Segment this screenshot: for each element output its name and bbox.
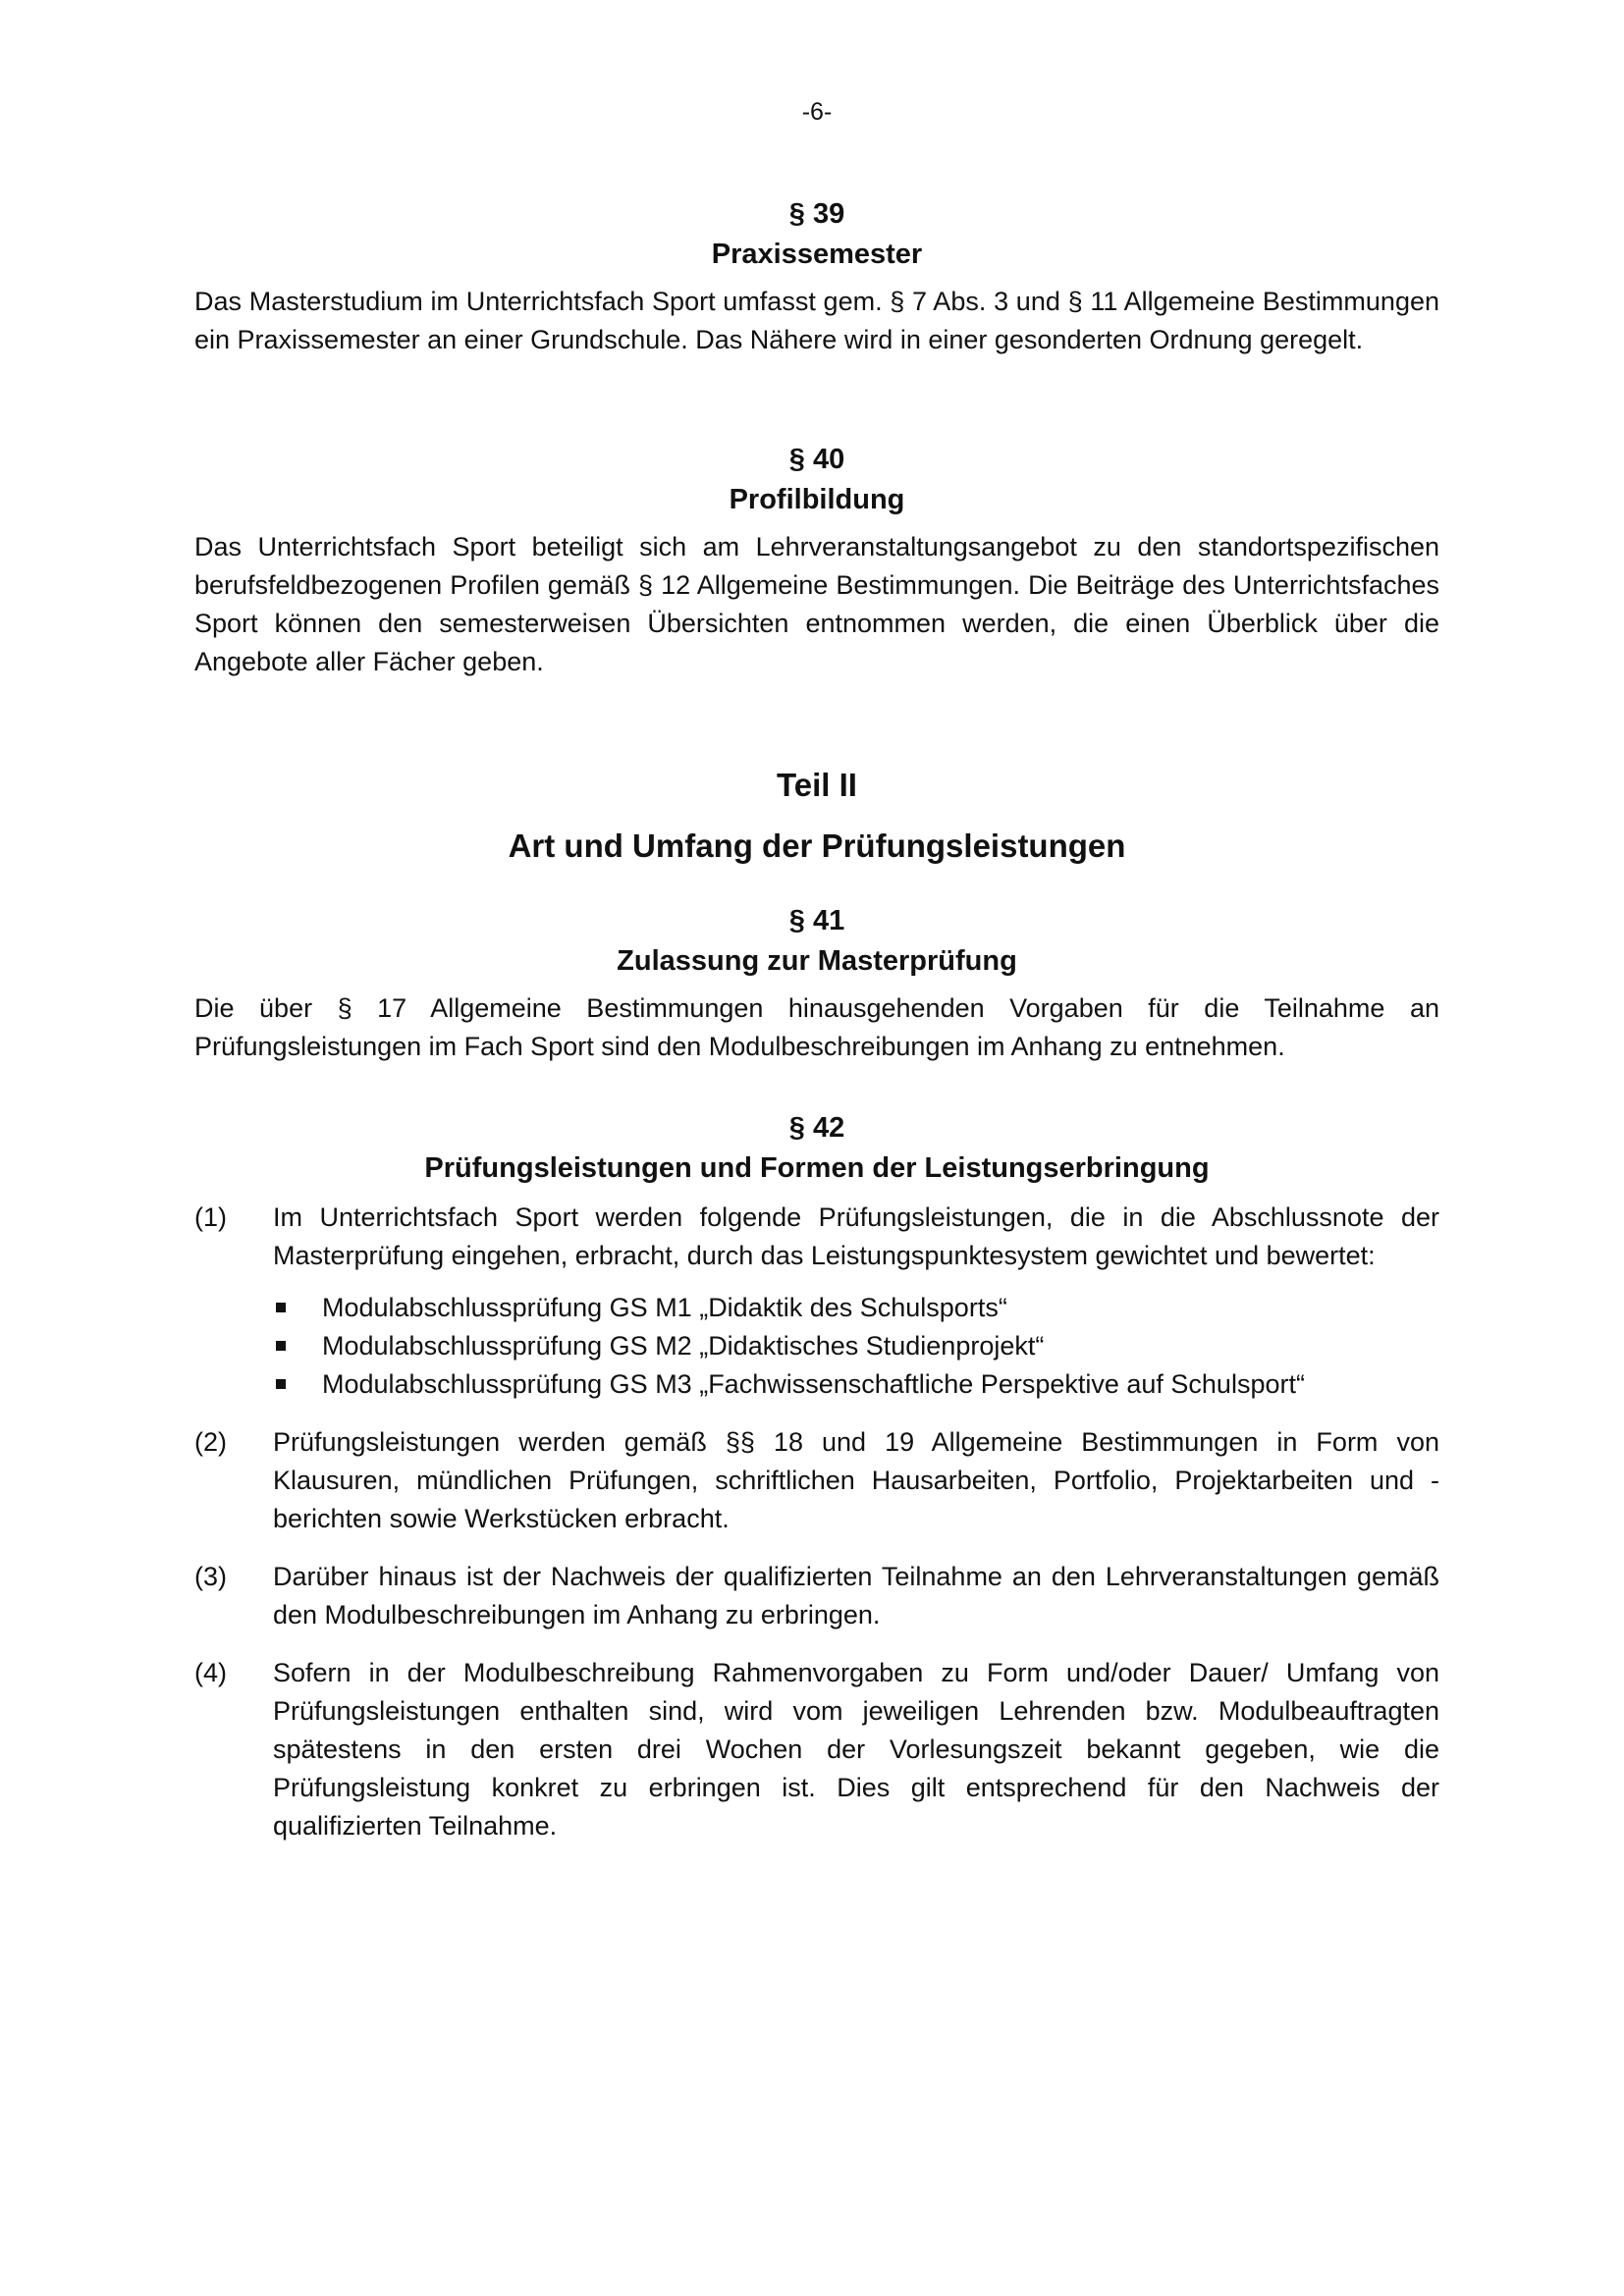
bullet-item [273, 1365, 1439, 1404]
section-title: Prüfungsleistungen und Formen der Leistungserbringung [424, 1152, 1210, 1184]
section-40 [194, 440, 1439, 681]
bullet-item [273, 1327, 1439, 1365]
section-title: Zulassung zur Masterprüfung [617, 945, 1017, 977]
list-item [194, 1199, 1439, 1404]
item-text: Prüfungsleistungen werden gemäß §§ 18 und 19 Allgemeine Bestimmungen in Form von Klausuren, mündlichen Prüfungen, schriftlichen Hausarbeiten, Portfolio, Projektarbeiten und -berichten sowie Werkstücken erbracht. [273, 1427, 1439, 1533]
part-subtitle: Art und Umfang der Prüfungsleistungen [508, 828, 1126, 864]
item-number: (4) [194, 1658, 227, 1687]
page-number: -6- [801, 98, 833, 126]
item-text: Darüber hinaus ist der Nachweis der qualifizierten Teilnahme an den Lehrveranstaltungen gemäß den Modulbeschreibungen im Anhang zu erbringen. [273, 1562, 1439, 1629]
section-paragraph: Das Unterrichtsfach Sport beteiligt sich am Lehrveranstaltungsangebot zu den standortspezifischen berufsfeldbezogenen Profilen gemäß § 12 Allgemeine Bestimmungen. Die Beiträge des Unterrichtsfaches Sport können den semesterweisen Übersichten entnommen werden, die einen Überblick über die Angebote aller Fächer geben. [194, 532, 1439, 676]
item-number: (2) [194, 1427, 227, 1457]
section-paragraph: Die über § 17 Allgemeine Bestimmungen hinausgehenden Vorgaben für die Teilnahme an Prüfungsleistungen im Fach Sport sind den Modulbeschreibungen im Anhang zu entnehmen. [194, 993, 1439, 1061]
item-text: Sofern in der Modulbeschreibung Rahmenvorgaben zu Form und/oder Dauer/ Umfang von Prüfungsleistungen enthalten sind, wird vom jeweiligen Lehrenden bzw. Modulbeauftragten spätestens in den ersten drei Wochen der Vorlesungszeit bekannt gegeben, wie die Prüfungsleistung konkret zu erbringen ist. Dies gilt entsprechend für den Nachweis der qualifizierten Teilnahme. [273, 1658, 1439, 1841]
document-page [194, 0, 1439, 2296]
section-title: Praxissemester [711, 239, 923, 270]
section-39 [194, 194, 1439, 359]
list-item [194, 1423, 1439, 1538]
bullet-text: Modulabschlussprüfung GS M2 „Didaktisches Studienprojekt“ [322, 1331, 1045, 1361]
item-number: (1) [194, 1202, 227, 1232]
square-bullet-icon [276, 1303, 286, 1312]
section-paragraph: Das Masterstudium im Unterrichtsfach Sport umfasst gem. § 7 Abs. 3 und § 11 Allgemeine Bestimmungen ein Praxissemester an einer Grundschule. Das Nähere wird in einer gesonderten Ordnung geregelt. [194, 287, 1439, 354]
item-number: (3) [194, 1562, 227, 1591]
section-number: § 42 [788, 1112, 845, 1144]
square-bullet-icon [276, 1379, 286, 1389]
section-42 [194, 1108, 1439, 1865]
bullet-item [273, 1289, 1439, 1327]
bullet-text: Modulabschlussprüfung GS M3 „Fachwissenschaftliche Perspektive auf Schulsport“ [322, 1369, 1305, 1399]
bullet-text: Modulabschlussprüfung GS M1 „Didaktik des Schulsports“ [322, 1293, 1007, 1322]
numbered-list [194, 1199, 1439, 1845]
bullet-list [273, 1289, 1439, 1404]
square-bullet-icon [276, 1341, 286, 1351]
item-text: Im Unterrichtsfach Sport werden folgende Prüfungsleistungen, die in die Abschlussnote der Masterprüfung eingehen, erbracht, durch das Leistungspunktesystem gewichtet und bewertet: [273, 1202, 1439, 1270]
section-number: § 39 [788, 198, 845, 230]
list-item [194, 1558, 1439, 1634]
section-41 [194, 901, 1439, 1066]
list-item [194, 1654, 1439, 1845]
section-number: § 41 [788, 905, 845, 936]
section-title: Profilbildung [729, 484, 905, 515]
section-number: § 40 [788, 444, 845, 475]
part-title: Teil II [777, 767, 857, 803]
